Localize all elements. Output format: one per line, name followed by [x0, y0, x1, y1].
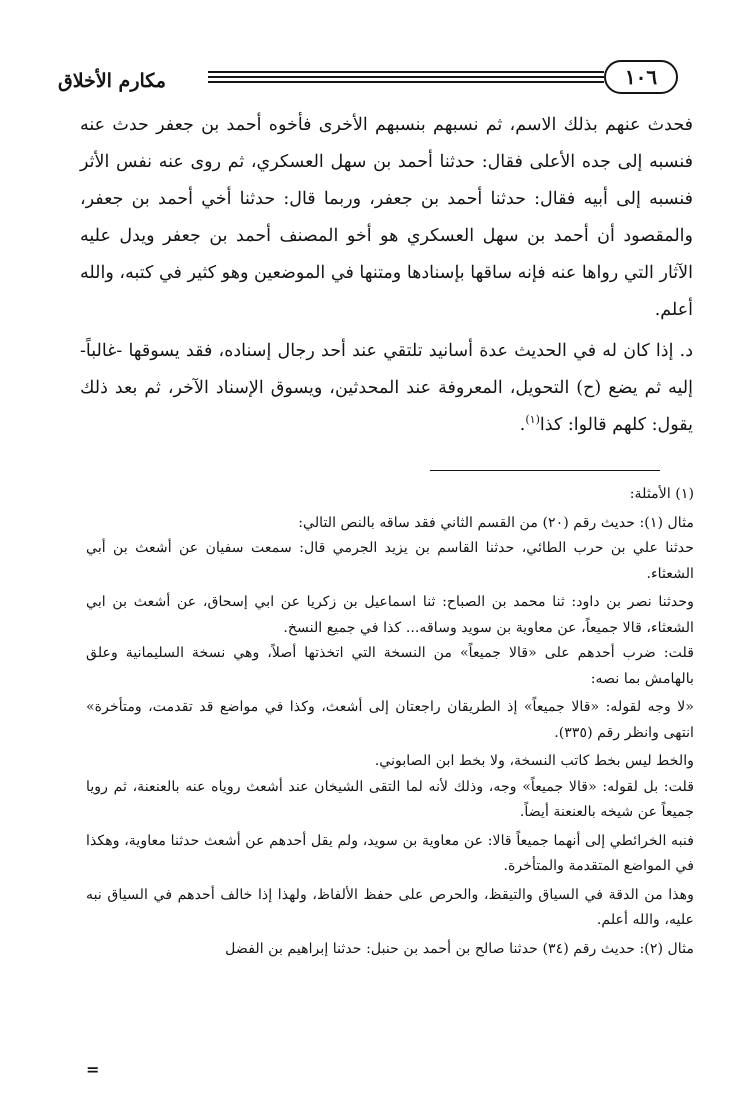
header-rule-line — [208, 71, 604, 73]
footnote-ref: (١) — [525, 413, 540, 427]
footnote-line: (١) الأمثلة: — [629, 486, 694, 502]
header-rule — [208, 71, 604, 87]
page-header — [58, 60, 678, 104]
main-paragraph: فحدث عنهم بذلك الاسم، ثم نسبهم بنسبهم الأخرى فأخوه أحمد بن جعفر حدث عنه فنسبه إلى جده الأعلى فقال: حدثنا أحمد بن سهل العسكري، ثم روى عنه نفس الأثر فنسبه إلى أبيه فقال: حدثنا أحمد بن جعفر، وربما قال: حدثنا أخي أحمد بن جعفر، والمقصود أن أحمد بن سهل العسكري هو أخو المصنف أحمد بن جعفر ويدل عليه الآثار التي رواها عنه فإنه ساقها بإسنادها ومتنها في الموضعين وهو كثير في كتبه، والله أعلم. — [80, 115, 693, 320]
footnote-line: والخط ليس بخط كاتب النسخة، ولا بخط ابن الصابوني. — [374, 753, 694, 769]
footnote-line: فنبه الخرائطي إلى أنهما جميعاً قالا: عن معاوية بن سويد، ولم يقل أحدهم عن أشعث حدثنا معاوية، وهكذا في المواضع المتقدمة والمتأخرة. — [86, 832, 694, 874]
continuation-mark: = — [86, 1060, 100, 1079]
footnotes — [86, 482, 694, 962]
list-item-d-end: . — [519, 415, 526, 435]
page-number: ١٠٦ — [604, 60, 678, 94]
footnote-divider — [430, 470, 660, 471]
footnote-line: قلت: بل لقوله: «قالا جميعاً» وجه، وذلك لأنه لما التقى الشيخان عند أشعث روياه عنه بالعنعنة، ثم رويا جميعاً عن شيخه بالعنعنة أيضاً. — [86, 778, 694, 820]
footnote-line: «لا وجه لقوله: «قالا جميعاً» إذ الطريقان راجعتان إلى أشعث، وكذا في مواضع قد تقدمت، ومتأخرة» انتهى وانظر رقم (٣٣٥). — [86, 699, 694, 741]
footnote-line: مثال (٢): حديث رقم (٣٤) حدثنا صالح بن أحمد بن حنبل: حدثنا إبراهيم بن الفضل — [225, 940, 694, 957]
footnote-line: وحدثنا نصر بن داود: ثنا محمد بن الصباح: ثنا اسماعيل بن زكريا عن ابي إسحاق، عن أشعث بن ابي الشعثاء، قالا جميعاً، عن معاوية بن سويد وساقه... كذا في جميع النسخ. — [86, 594, 694, 636]
header-rule-line — [208, 76, 604, 78]
main-text — [80, 107, 693, 444]
footnote-line: حدثنا علي بن حرب الطائي، حدثنا القاسم بن يزيد الجرمي قال: سمعت سفيان عن أشعث بن أبي الشعثاء. — [86, 540, 694, 582]
header-rule-line — [208, 81, 604, 83]
footnote-line: وهذا من الدقة في السياق والتيقظ، والحرص على حفظ الألفاظ، ولهذا إذا خالف أحدهم في السياق نبه عليه، والله أعلم. — [86, 886, 694, 928]
book-title: مكارم الأخلاق — [58, 70, 166, 92]
list-item-d-text: د. إذا كان له في الحديث عدة أسانيد تلتقي عند أحد رجال إسناده، فقد يسوقها -غالباً- إليه ثم يضع (ح) التحويل، المعروفة عند المحدثين، ويسوق الإسناد الآخر، ثم بعد ذلك يقول: كلهم قالوا: كذا — [80, 341, 693, 435]
footnote-line: مثال (١): حديث رقم (٢٠) من القسم الثاني فقد ساقه بالنص التالي: — [298, 514, 694, 531]
list-item-d — [80, 333, 693, 444]
footnote-line: قلت: ضرب أحدهم على «قالا جميعاً» من النسخة التي اتخذتها أصلاً، وهي نسخة السليمانية وعلق بالهامش بما نصه: — [86, 645, 694, 687]
